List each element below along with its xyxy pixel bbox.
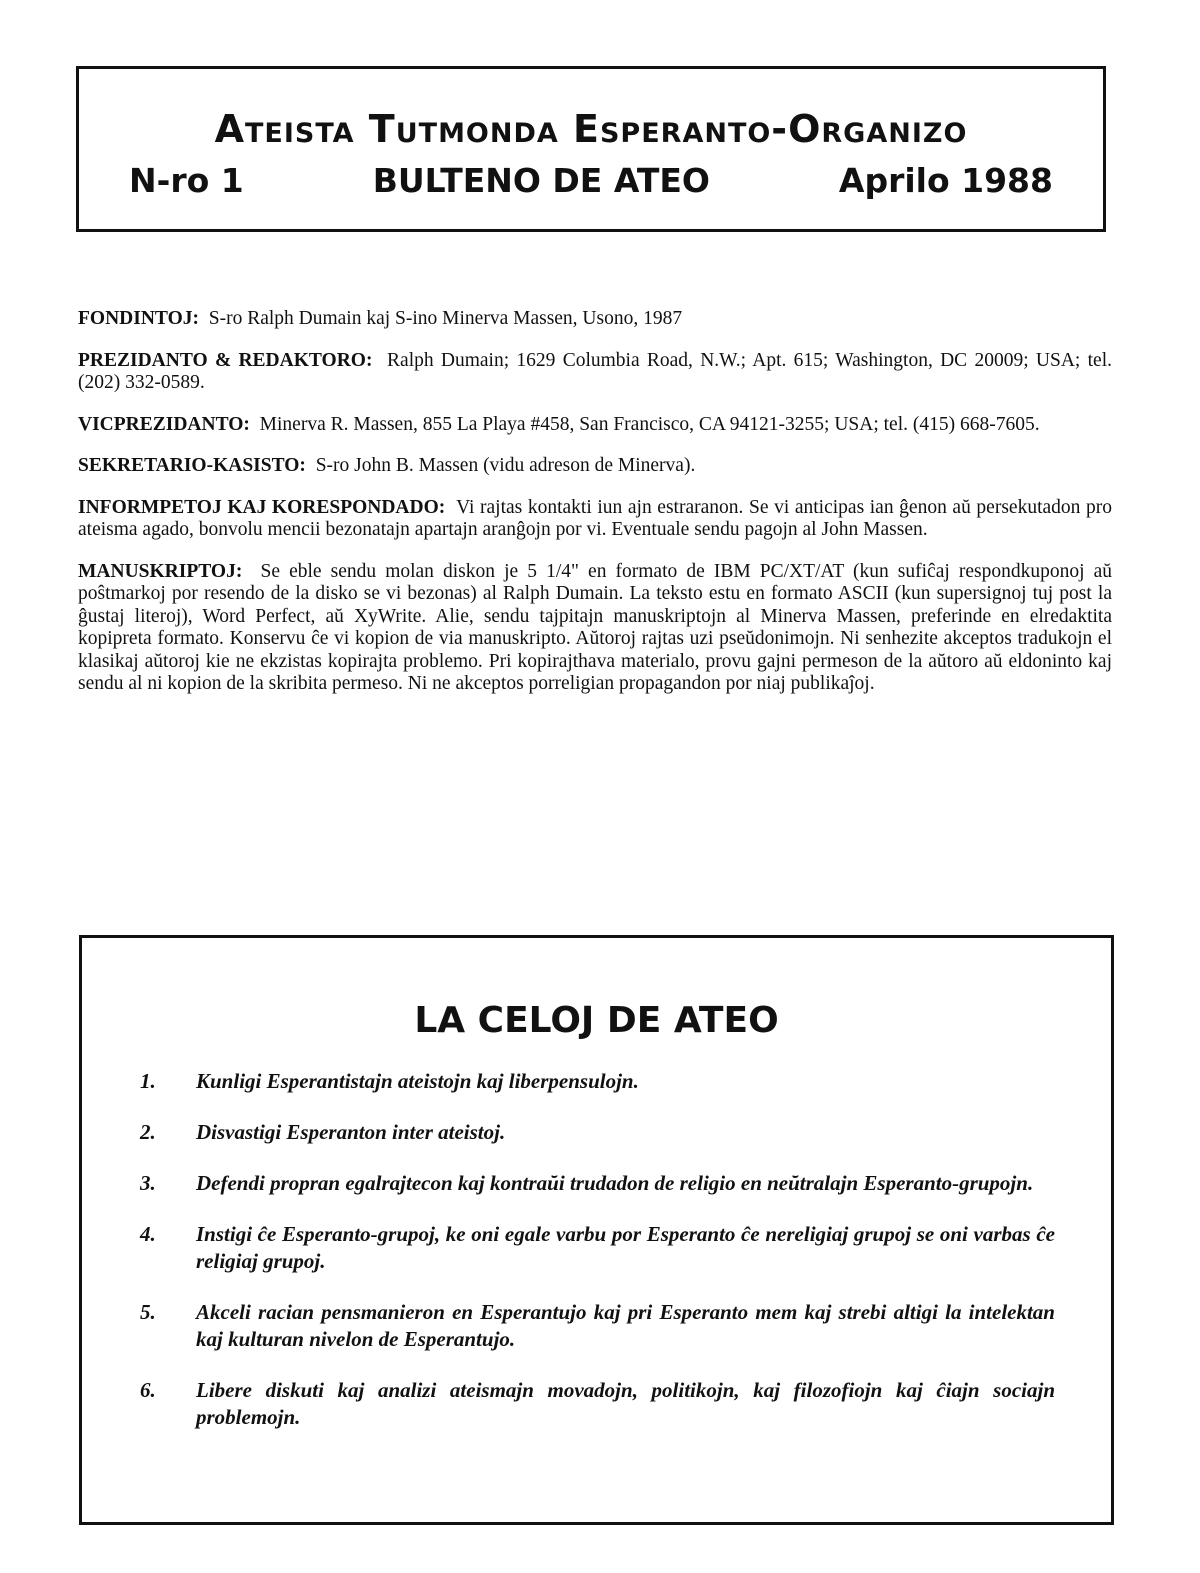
goal-text: Instigi ĉe Esperanto-grupoj, ke oni egale varbu por Esperanto ĉe nereligiaj grupoj se oni varbas ĉe religiaj grupoj. — [196, 1222, 1055, 1273]
goals-box — [79, 935, 1114, 1525]
goals-title: LA CELOJ DE ATEO — [414, 1000, 779, 1041]
issue-line — [129, 161, 1053, 200]
officers-info — [78, 308, 1112, 715]
organization-name: Ateista Tutmonda Esperanto-Organizo — [214, 107, 968, 151]
bulletin-title: BULTENO DE ATEO — [372, 161, 710, 200]
goal-item — [140, 1299, 1055, 1353]
masthead-box — [76, 66, 1106, 232]
goal-text: Defendi propran egalrajtecon kaj kontraŭi trudadon de religio en neŭtralajn Esperanto-grupojn. — [196, 1171, 1034, 1195]
goal-item — [140, 1377, 1055, 1431]
info-text: Se eble sendu molan diskon je 5 1/4" en formato de IBM PC/XT/AT (kun sufiĉaj respondkuponoj aŭ poŝtmarkoj por resendo de la disko se vi bezonas) al Ralph Dumain. La teksto estu en formato ASCII (kun supersignoj tuj post la ĝustaj literoj), Word Perfect, aŭ XyWrite. Alie, sendu tajpitajn manuskriptojn al Minerva Massen, preferinde en elredaktita kopipreta formato. Konservu ĉe vi kopion de via manuskripto. Aŭtoroj rajtas uzi pseŭdonimojn. Ni senhezite akceptos tradukojn el klasikaj aŭtoroj kie ne ekzistas kopirajta problemo. Pri kopirajthava materialo, provu gajni permeson de la aŭtoro aŭ eldoninto kaj sendu al ni kopion de la skribita permeso. Ni ne akceptos porreligian propagandon por niaj publikaĵoj. — [78, 560, 1112, 694]
issue-number: N-ro 1 — [129, 161, 244, 200]
info-text: S-ro Ralph Dumain kaj S-ino Minerva Massen, Usono, 1987 — [208, 308, 683, 329]
info-paragraph — [78, 561, 1112, 696]
issue-date: Aprilo 1988 — [838, 161, 1053, 200]
info-text: Ralph Dumain; 1629 Columbia Road, N.W.; Apt. 615; Washington, DC 20009; USA; tel. (202) 332-0589. — [78, 349, 1112, 393]
goal-item — [140, 1068, 1055, 1095]
info-label: VICPREZIDANTO: — [78, 413, 250, 435]
info-label: MANUSKRIPTOJ: — [78, 560, 243, 582]
info-label: SEKRETARIO-KASISTO: — [78, 455, 306, 476]
goals-list — [140, 1068, 1055, 1455]
info-label: PREZIDANTO & REDAKTORO: — [78, 349, 373, 371]
goal-item — [140, 1221, 1055, 1275]
info-paragraph — [78, 497, 1112, 542]
info-text: Vi rajtas kontakti iun ajn estraranon. Se vi anticipas ian ĝenon aŭ persekutadon pro ateisma agado, bonvolu mencii bezonatajn apartajn aranĝojn por vi. Eventuale sendu pagojn al John Massen. — [78, 496, 1112, 540]
goal-number: 1. — [140, 1069, 156, 1093]
goal-number: 5. — [140, 1300, 156, 1324]
info-label: INFORMPETOJ KAJ KORESPONDADO: — [78, 496, 446, 518]
goal-item — [140, 1119, 1055, 1146]
goal-number: 2. — [140, 1120, 156, 1144]
goal-item — [140, 1170, 1055, 1197]
goal-number: 3. — [140, 1171, 156, 1195]
info-paragraph — [78, 455, 1112, 478]
goal-text: Akceli racian pensmanieron en Esperantujo kaj pri Esperanto mem kaj strebi altigi la intelektan kaj kulturan nivelon de Esperantujo. — [196, 1300, 1055, 1351]
info-label: FONDINTOJ: — [78, 308, 199, 329]
info-paragraph — [78, 308, 1112, 331]
goal-number: 6. — [140, 1378, 156, 1402]
info-text: S-ro John B. Massen (vidu adreson de Minerva). — [315, 455, 696, 476]
goal-text: Kunligi Esperantistajn ateistojn kaj liberpensulojn. — [196, 1069, 639, 1093]
info-text: Minerva R. Massen, 855 La Playa #458, San Francisco, CA 94121-3255; USA; tel. (415) 668-7605. — [259, 413, 1040, 435]
info-paragraph — [78, 414, 1112, 437]
goal-text: Libere diskuti kaj analizi ateismajn movadojn, politikojn, kaj filozofiojn kaj ĉiajn sociajn problemojn. — [196, 1378, 1055, 1429]
goal-number: 4. — [140, 1222, 156, 1246]
info-paragraph — [78, 350, 1112, 395]
goal-text: Disvastigi Esperanton inter ateistoj. — [196, 1120, 506, 1144]
